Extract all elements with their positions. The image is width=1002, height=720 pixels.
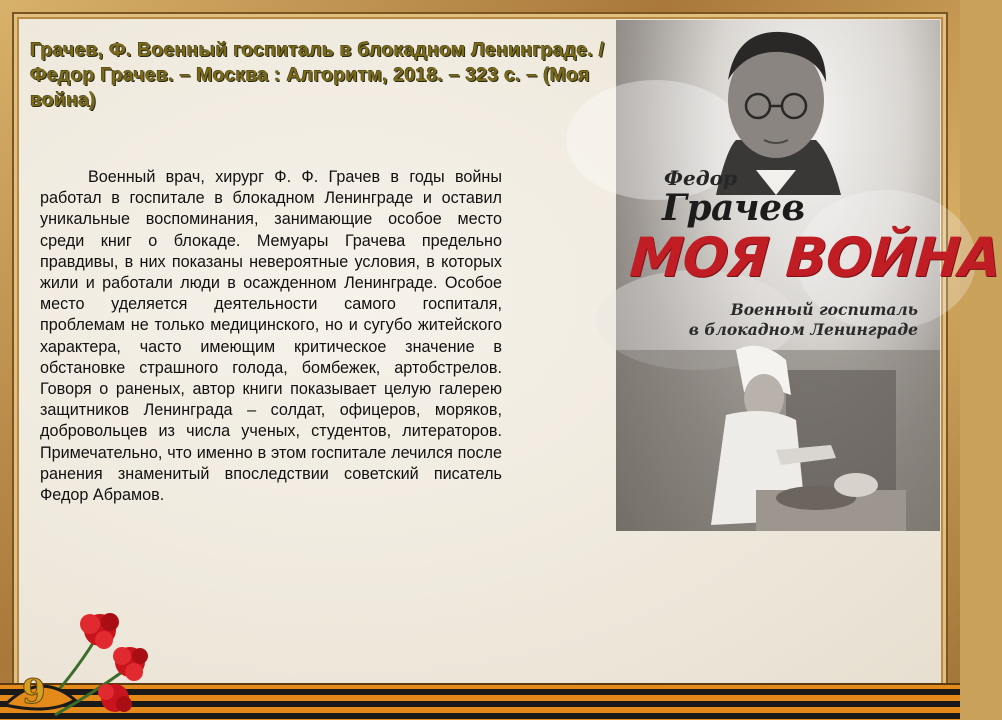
cover-author-last-name: Грачев xyxy=(662,187,805,229)
carnation-flower-icon xyxy=(80,613,119,649)
cover-subtitle-line-2: в блокадном Ленинграде xyxy=(688,320,918,339)
victory-day-decoration xyxy=(0,600,170,720)
book-description: Военный врач, хирург Ф. Ф. Грачев в годы войны работал в госпитале в блокадном Ленинграде и оставил уникальные воспоминания, занимающие особое место среди книг о блокаде. Мемуары Грачева предельно правдивы, в них показаны невероятные условия, в которых жили и работали люди в осажденном Ленинграде. Особое место уделяется деятельности самого госпиталя, проблемам не только медицинского, но и сугубо житейского характера, часто имеющим критическое значение в обстановке страшного голода, бомбежек, артобстрелов. Говоря о раненых, автор книги показывает целую галерею защитников Ленинграда – солдат, офицеров, моряков, добровольцев из числа ученых, студентов, литераторов. Примечательно, что именно в этом госпитале лечился после ранения знаменитый впоследствии советский писатель Федор Абрамов. xyxy=(40,168,502,505)
carnation-flower-icon xyxy=(98,684,132,712)
slide-title: Грачев, Ф. Военный госпиталь в блокадном Ленинграде. / Федор Грачев. – Москва : Алгоритм, 2018. – 323 с. – (Моя война) xyxy=(30,39,605,111)
cover-book-title: МОЯ ВОЙНА xyxy=(627,226,1002,289)
cover-book-subtitle xyxy=(658,300,918,340)
cover-subtitle-line-1: Военный госпиталь xyxy=(730,300,918,319)
cover-author-first-name: Федор xyxy=(664,166,737,190)
book-cover-image xyxy=(616,20,1002,531)
nurse-illustration xyxy=(616,346,940,531)
number-nine-badge: 9 xyxy=(22,672,46,712)
